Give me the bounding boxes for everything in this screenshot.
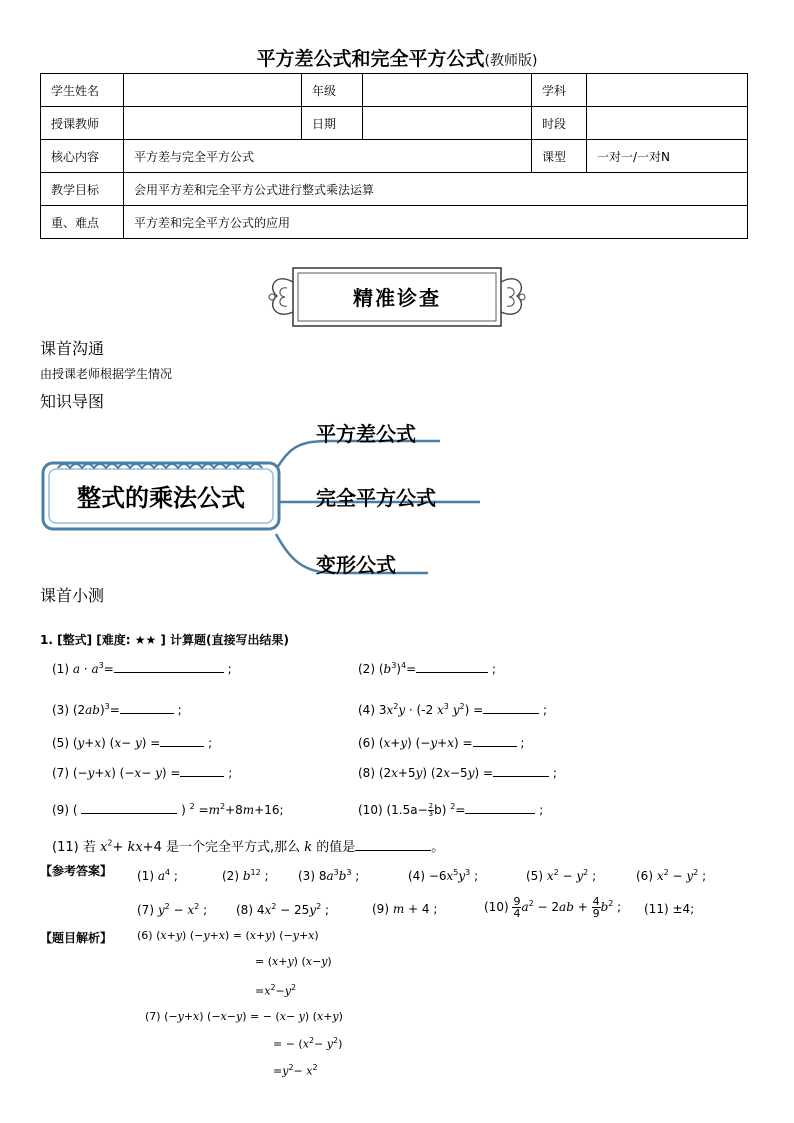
mindmap-branch-3: 变形公式 [316, 553, 396, 577]
period-label: 时段 [532, 107, 587, 140]
answer-number: (1) [137, 869, 154, 883]
quiz-item-2: (2) $(b^3)^4=$ ; [358, 661, 496, 676]
title-main: 平方差公式和完全平方公式 [256, 48, 485, 70]
solution-line: = − $(x^2- y^2)$ [273, 1036, 343, 1051]
item-number: (1) [52, 662, 69, 676]
goal-value: 会用平方差和完全平方公式进行整式乘法运算 [124, 173, 748, 206]
answer-blank[interactable] [355, 840, 431, 851]
item-number: (2) [358, 662, 375, 676]
date-value[interactable] [363, 107, 532, 140]
item-number: (6) [358, 736, 375, 750]
item-number: (4) [358, 703, 375, 717]
teacher-label: 授课教师 [41, 107, 124, 140]
answer-number: (8) [236, 903, 253, 917]
answer-blank[interactable] [81, 803, 177, 814]
quiz-item-3: (3) $(2ab)^3=$ ; [52, 702, 182, 717]
answer-5: (5) $x^2 - y^2$ ; [526, 868, 597, 883]
answer-number: (11) [644, 902, 669, 916]
teacher-value[interactable] [124, 107, 302, 140]
answer-number: (7) [137, 903, 154, 917]
q11-text-b: 是一个完全平方式,那么 [165, 840, 301, 855]
quiz-item-4: (4) $3x^2y \cdot (-2$ $x^3$ $y^2$) = ; [358, 702, 548, 717]
quiz-item-8: (8) (2x+5y) (2x−5y) = ; [358, 766, 557, 780]
answer-11 [644, 902, 694, 916]
answer-blank[interactable] [160, 736, 204, 747]
table-row [41, 206, 748, 239]
solution-line: (7) (−y+x) (−x−y) = − (x− y) (x+y) [145, 1010, 343, 1023]
q11-end: 。 [431, 840, 445, 855]
goal-label: 教学目标 [41, 173, 124, 206]
quiz-item-10: (10) (1.5a− $\frac{2}{3}$ b) $^2$= ; [358, 802, 544, 818]
answer-number: (6) [636, 869, 653, 883]
quiz-item-9: (9) ( ) $^2 =m^2+8m+16$; [52, 802, 284, 817]
answer-blank[interactable] [120, 703, 174, 714]
section-knowledge-map: 知识导图 [40, 392, 105, 411]
type-value: 一对一/一对N [587, 140, 748, 173]
answer-blank[interactable] [416, 662, 488, 673]
item-number: (11) [52, 840, 79, 855]
answer-2: (2) $b^{12}$ ; [222, 868, 269, 883]
table-row [41, 74, 748, 107]
item-number: (9) [52, 803, 69, 817]
date-label: 日期 [302, 107, 363, 140]
item-number: (7) [52, 766, 69, 780]
answer-6: (6) $x^2 - y^2$ ; [636, 868, 707, 883]
section-quiz: 课首小测 [40, 586, 105, 605]
analysis-label: 【题目解析】 [40, 931, 113, 945]
answer-blank[interactable] [483, 703, 539, 714]
subject-label: 学科 [532, 74, 587, 107]
answer-9: (9) m + 4 ; [372, 902, 438, 916]
page-title [0, 44, 794, 71]
answer-blank[interactable] [180, 766, 224, 777]
communication-note: 由授课老师根据学生情况 [40, 367, 173, 381]
item-number: (8) [358, 766, 375, 780]
section-communication: 课首沟通 [40, 339, 105, 358]
section-banner [263, 262, 531, 332]
item-number: (10) [358, 803, 383, 817]
q11-text-a: 若 [82, 840, 96, 855]
answer-number: (2) [222, 869, 239, 883]
answer-blank[interactable] [465, 803, 535, 814]
grade-value[interactable] [363, 74, 532, 107]
solution-line: $=x^2-y^2$ [255, 983, 297, 998]
student-value[interactable] [124, 74, 302, 107]
mindmap-branch-2: 完全平方公式 [316, 486, 436, 510]
grade-label: 年级 [302, 74, 363, 107]
answer-number: (10) [484, 900, 509, 914]
answer-blank[interactable] [473, 736, 517, 747]
table-row [41, 107, 748, 140]
quiz-item-5: (5) (y+x) (x− y) = ; [52, 736, 213, 750]
info-table [40, 73, 748, 239]
item-number: (5) [52, 736, 69, 750]
answers-label: 【参考答案】 [40, 864, 113, 878]
student-label: 学生姓名 [41, 74, 124, 107]
answer-value: ±4; [672, 902, 695, 916]
answer-4: $(4) -6x^5y^3$ ; [408, 868, 479, 883]
core-value: 平方差与完全平方公式 [124, 140, 532, 173]
banner-text: 精准诊查 [353, 286, 441, 310]
key-label: 重、难点 [41, 206, 124, 239]
answer-1: (1) $a^4$ ; [137, 868, 178, 883]
quiz-item-7: (7) (−y+x) (−x− y) = ; [52, 766, 233, 780]
q11-text-c: 的值是 [316, 840, 356, 855]
table-row [41, 173, 748, 206]
period-value[interactable] [587, 107, 748, 140]
key-value: 平方差和完全平方公式的应用 [124, 206, 748, 239]
mindmap-branch-1: 平方差公式 [316, 422, 416, 446]
quiz-item-6: (6) (x+y) (−y+x) = ; [358, 736, 525, 750]
answer-number: (5) [526, 869, 543, 883]
table-row [41, 140, 748, 173]
quiz-question-header: 1. [整式] [难度: ★★ ] 计算题(直接写出结果) [40, 633, 290, 647]
knowledge-mindmap [40, 410, 480, 585]
answer-7: (7) $y^2 - x^2$ ; [137, 902, 208, 917]
answer-number: (4) [408, 869, 425, 883]
solution-line: = (x+y) (x−y) [255, 955, 332, 968]
mindmap-center: 整式的乘法公式 [77, 484, 245, 512]
answer-3: (3) $8a^3b^3$ ; [298, 868, 360, 883]
answer-blank[interactable] [114, 662, 224, 673]
quiz-item-11: (11) 若 $x^2+ kx+4$ 是一个完全平方式,那么 k 的值是 。 [52, 838, 445, 855]
quiz-item-1: (1) $a \cdot a^3=$ ; [52, 661, 232, 676]
type-label: 课型 [532, 140, 587, 173]
answer-number: (3) [298, 869, 315, 883]
title-sub: (教师版) [484, 53, 538, 69]
answer-8: (8) $4x^2 - 25y^2$ ; [236, 902, 330, 917]
answer-10: (10) $\frac{9}{4}$ $a^2 - 2ab$ + $\frac{4}{9}$ $b^2$ ; [484, 895, 622, 920]
item-number: (3) [52, 703, 69, 717]
solution-line: (6) (x+y) (−y+x) = (x+y) (−y+x) [137, 929, 319, 942]
subject-value[interactable] [587, 74, 748, 107]
solution-line: $=y^2- x^2$ [273, 1063, 318, 1078]
answer-blank[interactable] [493, 766, 549, 777]
answer-number: (9) [372, 902, 389, 916]
core-label: 核心内容 [41, 140, 124, 173]
